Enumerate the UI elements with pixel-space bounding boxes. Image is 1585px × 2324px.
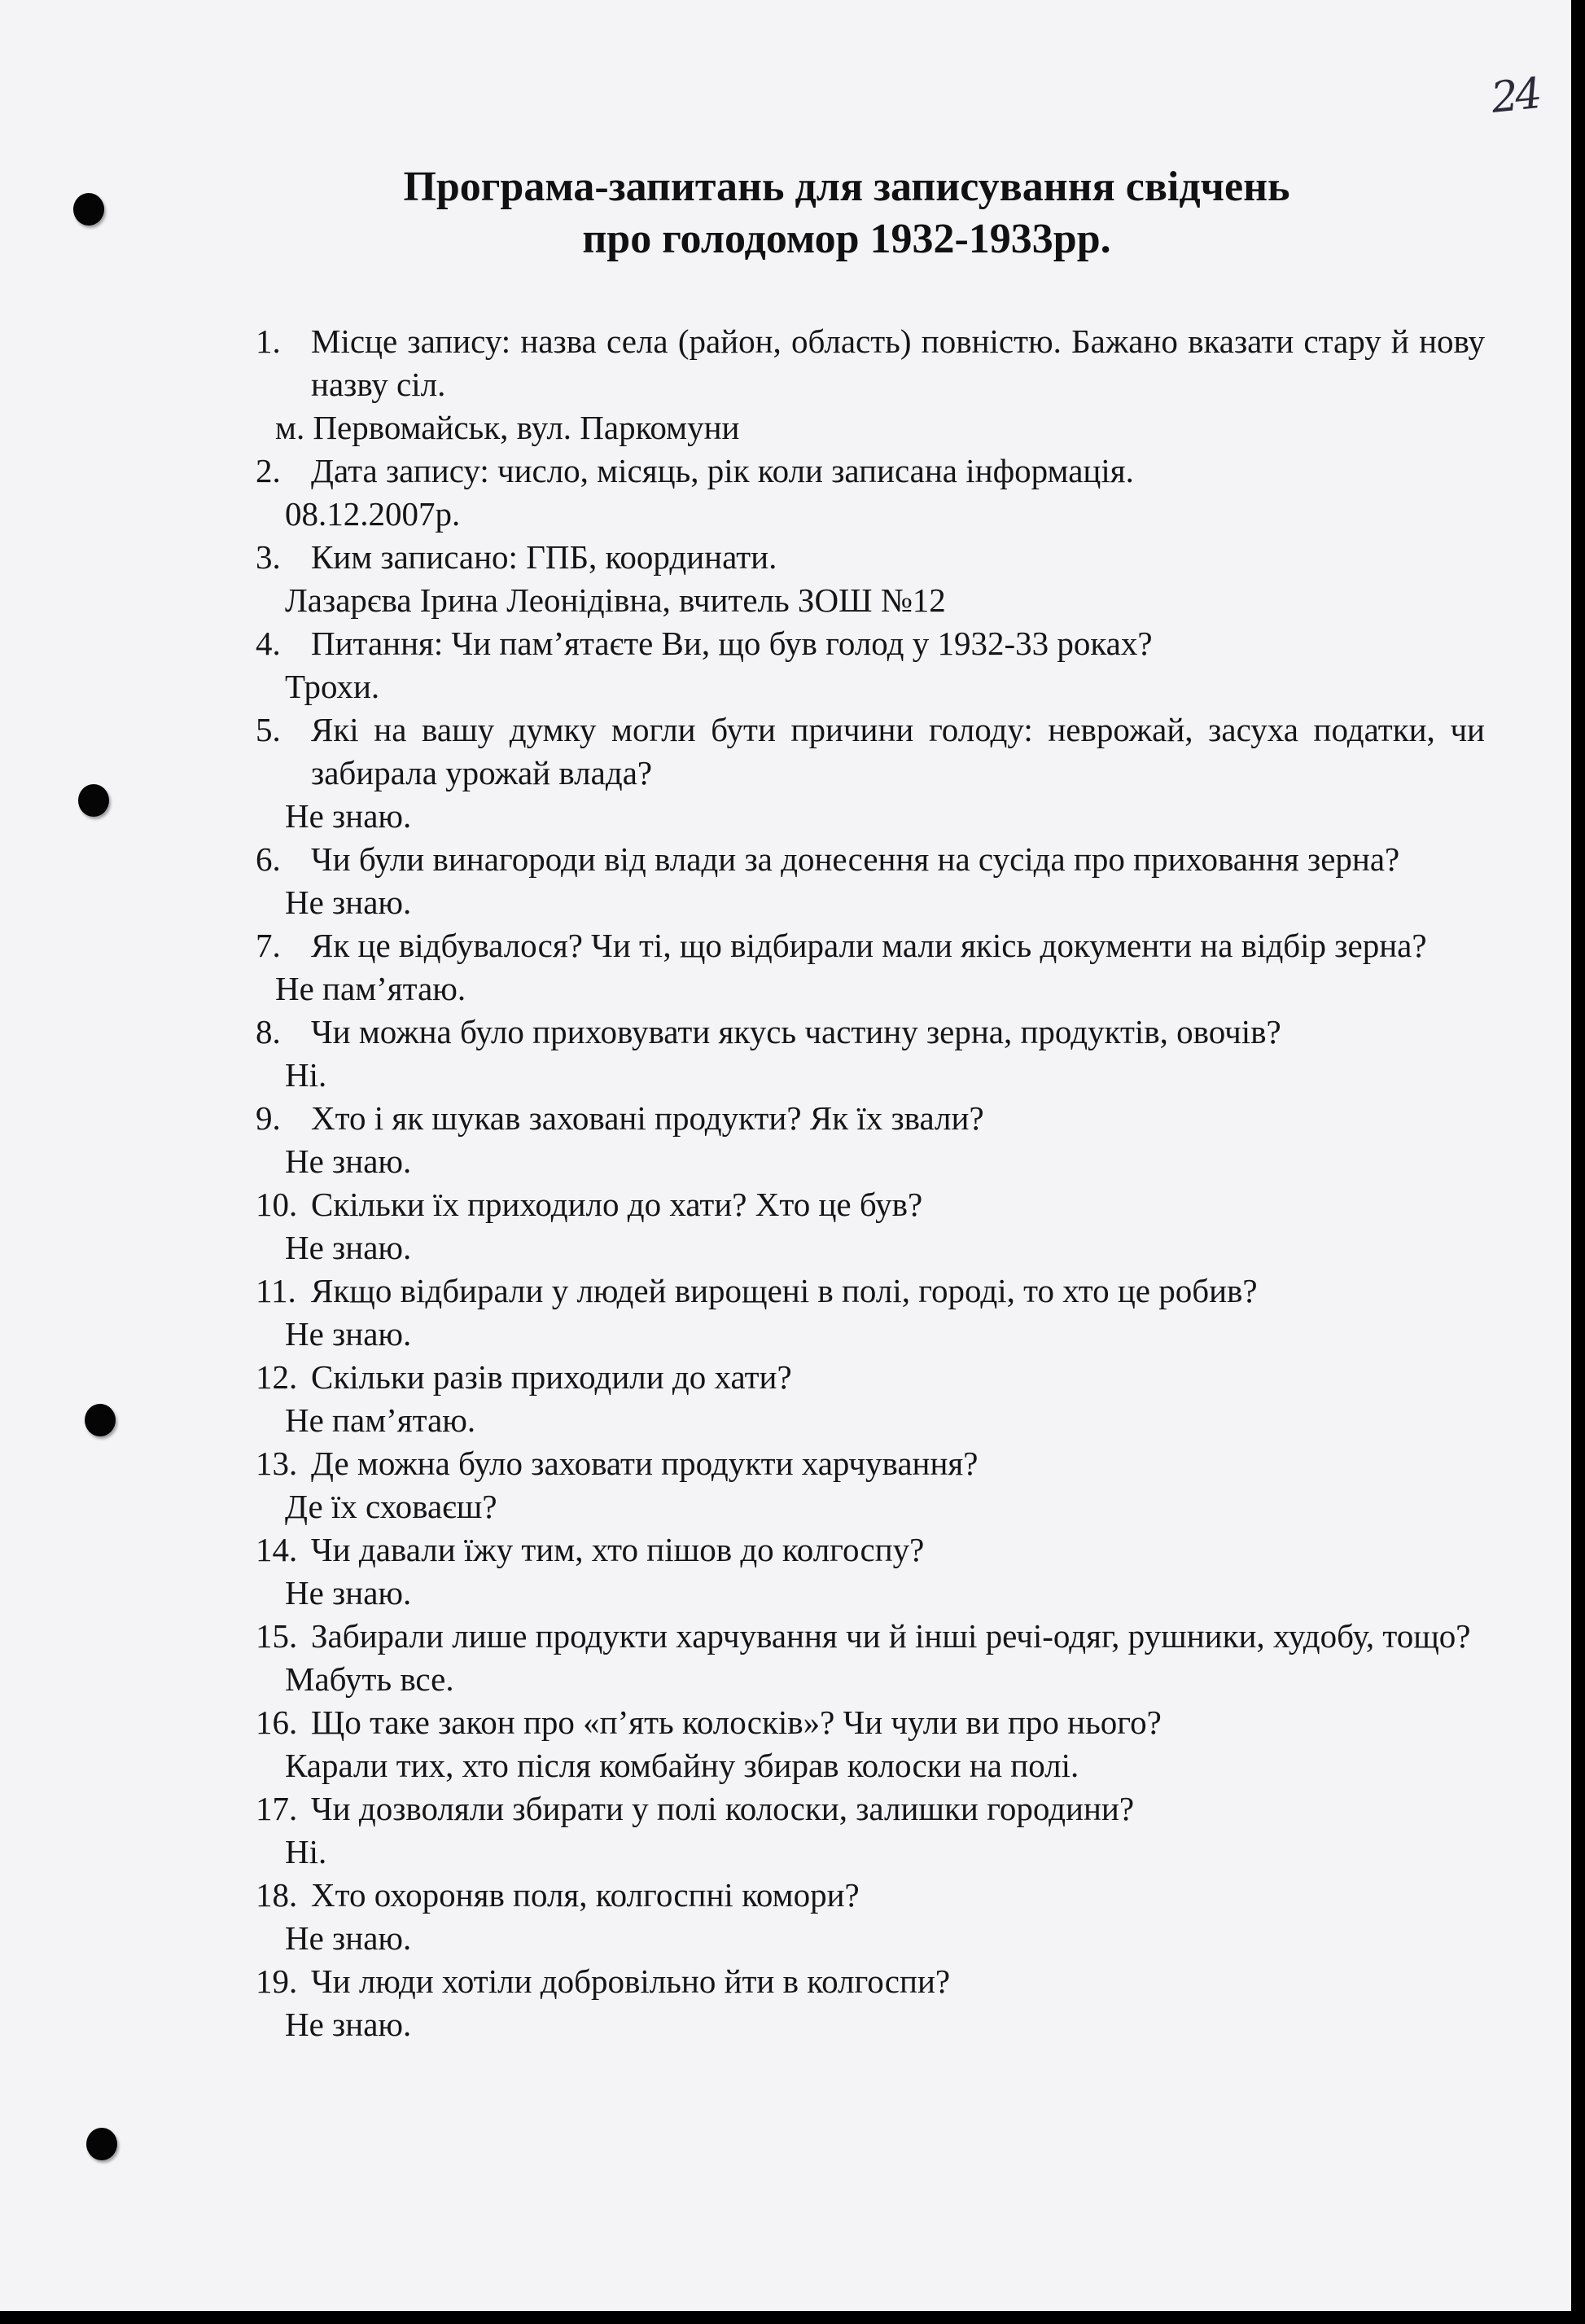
list-item <box>256 1701 1485 1787</box>
punch-hole <box>78 784 109 817</box>
question-text: Дата запису: число, місяць, рік коли записана інформація. <box>311 452 1134 489</box>
question-number: 15. <box>256 1617 298 1655</box>
answer: Не знаю. <box>285 1315 412 1353</box>
question-text: Хто охороняв поля, колгоспні комори? <box>311 1876 860 1914</box>
answer: Не знаю. <box>285 1142 412 1180</box>
question-text: Якщо відбирали у людей вирощені в полі, городі, то хто це робив? <box>311 1272 1258 1309</box>
question-number: 7. <box>256 927 281 964</box>
list-item <box>256 320 1485 449</box>
list-item <box>256 1011 1485 1097</box>
list-item <box>256 1442 1485 1528</box>
question <box>256 1528 1485 1572</box>
question <box>256 1183 1485 1226</box>
list-item <box>256 1356 1485 1442</box>
question <box>256 838 1485 881</box>
title-line-2: про голодомор 1932-1933рр. <box>582 216 1111 262</box>
list-item <box>256 622 1485 708</box>
question-number: 19. <box>256 1962 298 2000</box>
question <box>256 708 1485 795</box>
answer: Не пам’ятаю. <box>285 1401 476 1439</box>
question <box>256 1787 1485 1831</box>
question-list <box>256 320 1485 2046</box>
list-item <box>256 449 1485 536</box>
question-number: 3. <box>256 538 281 576</box>
page-number: 24 <box>1489 69 1542 123</box>
answer: Не знаю. <box>285 1574 412 1611</box>
question <box>256 1960 1485 2003</box>
answer: Не знаю. <box>285 797 412 835</box>
question-number: 4. <box>256 625 281 662</box>
answer: Карали тих, хто після комбайну збирав колоски на полі. <box>285 1747 1079 1784</box>
question-text: Чи можна було приховувати якусь частину зерна, продуктів, овочів? <box>311 1013 1281 1050</box>
answer: Не знаю. <box>285 1919 412 1957</box>
question-text: Чи давали їжу тим, хто пішов до колгоспу? <box>311 1531 925 1568</box>
question-text: Як це відбувалося? Чи ті, що відбирали мали якісь документи на відбір зерна? <box>311 927 1427 964</box>
list-item <box>256 1269 1485 1356</box>
question-number: 9. <box>256 1099 281 1137</box>
question-text: Чи були винагороди від влади за донесення на сусіда про приховання зерна? <box>311 840 1400 878</box>
question-text: Що таке закон про «п’ять колосків»? Чи чули ви про нього? <box>311 1704 1162 1741</box>
list-item <box>256 536 1485 622</box>
question <box>256 1269 1485 1313</box>
question-text: Скільки разів приходили до хати? <box>311 1358 792 1396</box>
question <box>256 924 1485 967</box>
answer: Трохи. <box>285 668 380 705</box>
question-text: Скільки їх приходило до хати? Хто це був? <box>311 1186 923 1223</box>
question <box>256 1356 1485 1399</box>
answer: Ні. <box>285 1056 327 1094</box>
answer: Де їх сховаєш? <box>285 1488 497 1525</box>
question <box>256 1442 1485 1485</box>
answer: Не пам’ятаю. <box>275 970 466 1007</box>
punch-hole <box>85 1404 116 1436</box>
question-number: 10. <box>256 1186 298 1223</box>
question-text: Забирали лише продукти харчування чи й інші речі-одяг, рушники, худобу, тощо? <box>311 1617 1471 1655</box>
list-item <box>256 1528 1485 1615</box>
question <box>256 1701 1485 1744</box>
answer: Лазарєва Ірина Леонідівна, вчитель ЗОШ №12 <box>285 581 946 619</box>
question-number: 17. <box>256 1790 298 1827</box>
question-text: Які на вашу думку могли бути причини голоду: неврожай, засуха податки, чи забирала урожай влада? <box>311 711 1485 791</box>
answer: м. Первомайськ, вул. Паркомуни <box>275 409 740 446</box>
question <box>256 449 1485 493</box>
question <box>256 536 1485 579</box>
question-number: 16. <box>256 1704 298 1741</box>
question-number: 2. <box>256 452 281 489</box>
question-number: 8. <box>256 1013 281 1050</box>
list-item <box>256 708 1485 838</box>
answer: Ні. <box>285 1833 327 1870</box>
list-item <box>256 1960 1485 2046</box>
list-item <box>256 1874 1485 1960</box>
list-item <box>256 1787 1485 1874</box>
question <box>256 320 1485 406</box>
question <box>256 1097 1485 1140</box>
question <box>256 1874 1485 1917</box>
list-item <box>256 838 1485 924</box>
question-text: Питання: Чи пам’ятаєте Ви, що був голод у 1932-33 роках? <box>311 625 1153 662</box>
question-number: 1. <box>256 322 281 360</box>
question-number: 12. <box>256 1358 298 1396</box>
question-number: 5. <box>256 711 281 748</box>
question-number: 11. <box>256 1272 296 1309</box>
question-text: Чи дозволяли збирати у полі колоски, залишки городини? <box>311 1790 1135 1827</box>
question-number: 14. <box>256 1531 298 1568</box>
question-number: 6. <box>256 840 281 878</box>
answer: 08.12.2007р. <box>285 495 461 533</box>
list-item <box>256 1183 1485 1269</box>
question <box>256 622 1485 665</box>
question-text: Де можна було заховати продукти харчування? <box>311 1445 979 1482</box>
question <box>256 1615 1485 1658</box>
question-text: Чи люди хотіли добровільно йти в колгоспи? <box>311 1962 951 2000</box>
question-text: Хто і як шукав заховані продукти? Як їх звали? <box>311 1099 984 1137</box>
answer: Не знаю. <box>285 1229 412 1266</box>
question-number: 13. <box>256 1445 298 1482</box>
question-text: Ким записано: ГПБ, координати. <box>311 538 777 576</box>
question-text: Місце запису: назва села (район, область) повністю. Бажано вказати стару й нову назву сіл. <box>311 322 1485 403</box>
question-number: 18. <box>256 1876 298 1914</box>
list-item <box>256 1615 1485 1701</box>
question <box>256 1011 1485 1054</box>
answer: Мабуть все. <box>285 1660 454 1698</box>
answer: Не знаю. <box>285 2006 412 2043</box>
punch-hole <box>86 2128 117 2160</box>
title-line-1: Програма-запитань для записування свідчень <box>403 164 1290 210</box>
list-item <box>256 1097 1485 1183</box>
answer: Не знаю. <box>285 884 412 921</box>
page-title <box>0 161 1571 265</box>
list-item <box>256 924 1485 1011</box>
